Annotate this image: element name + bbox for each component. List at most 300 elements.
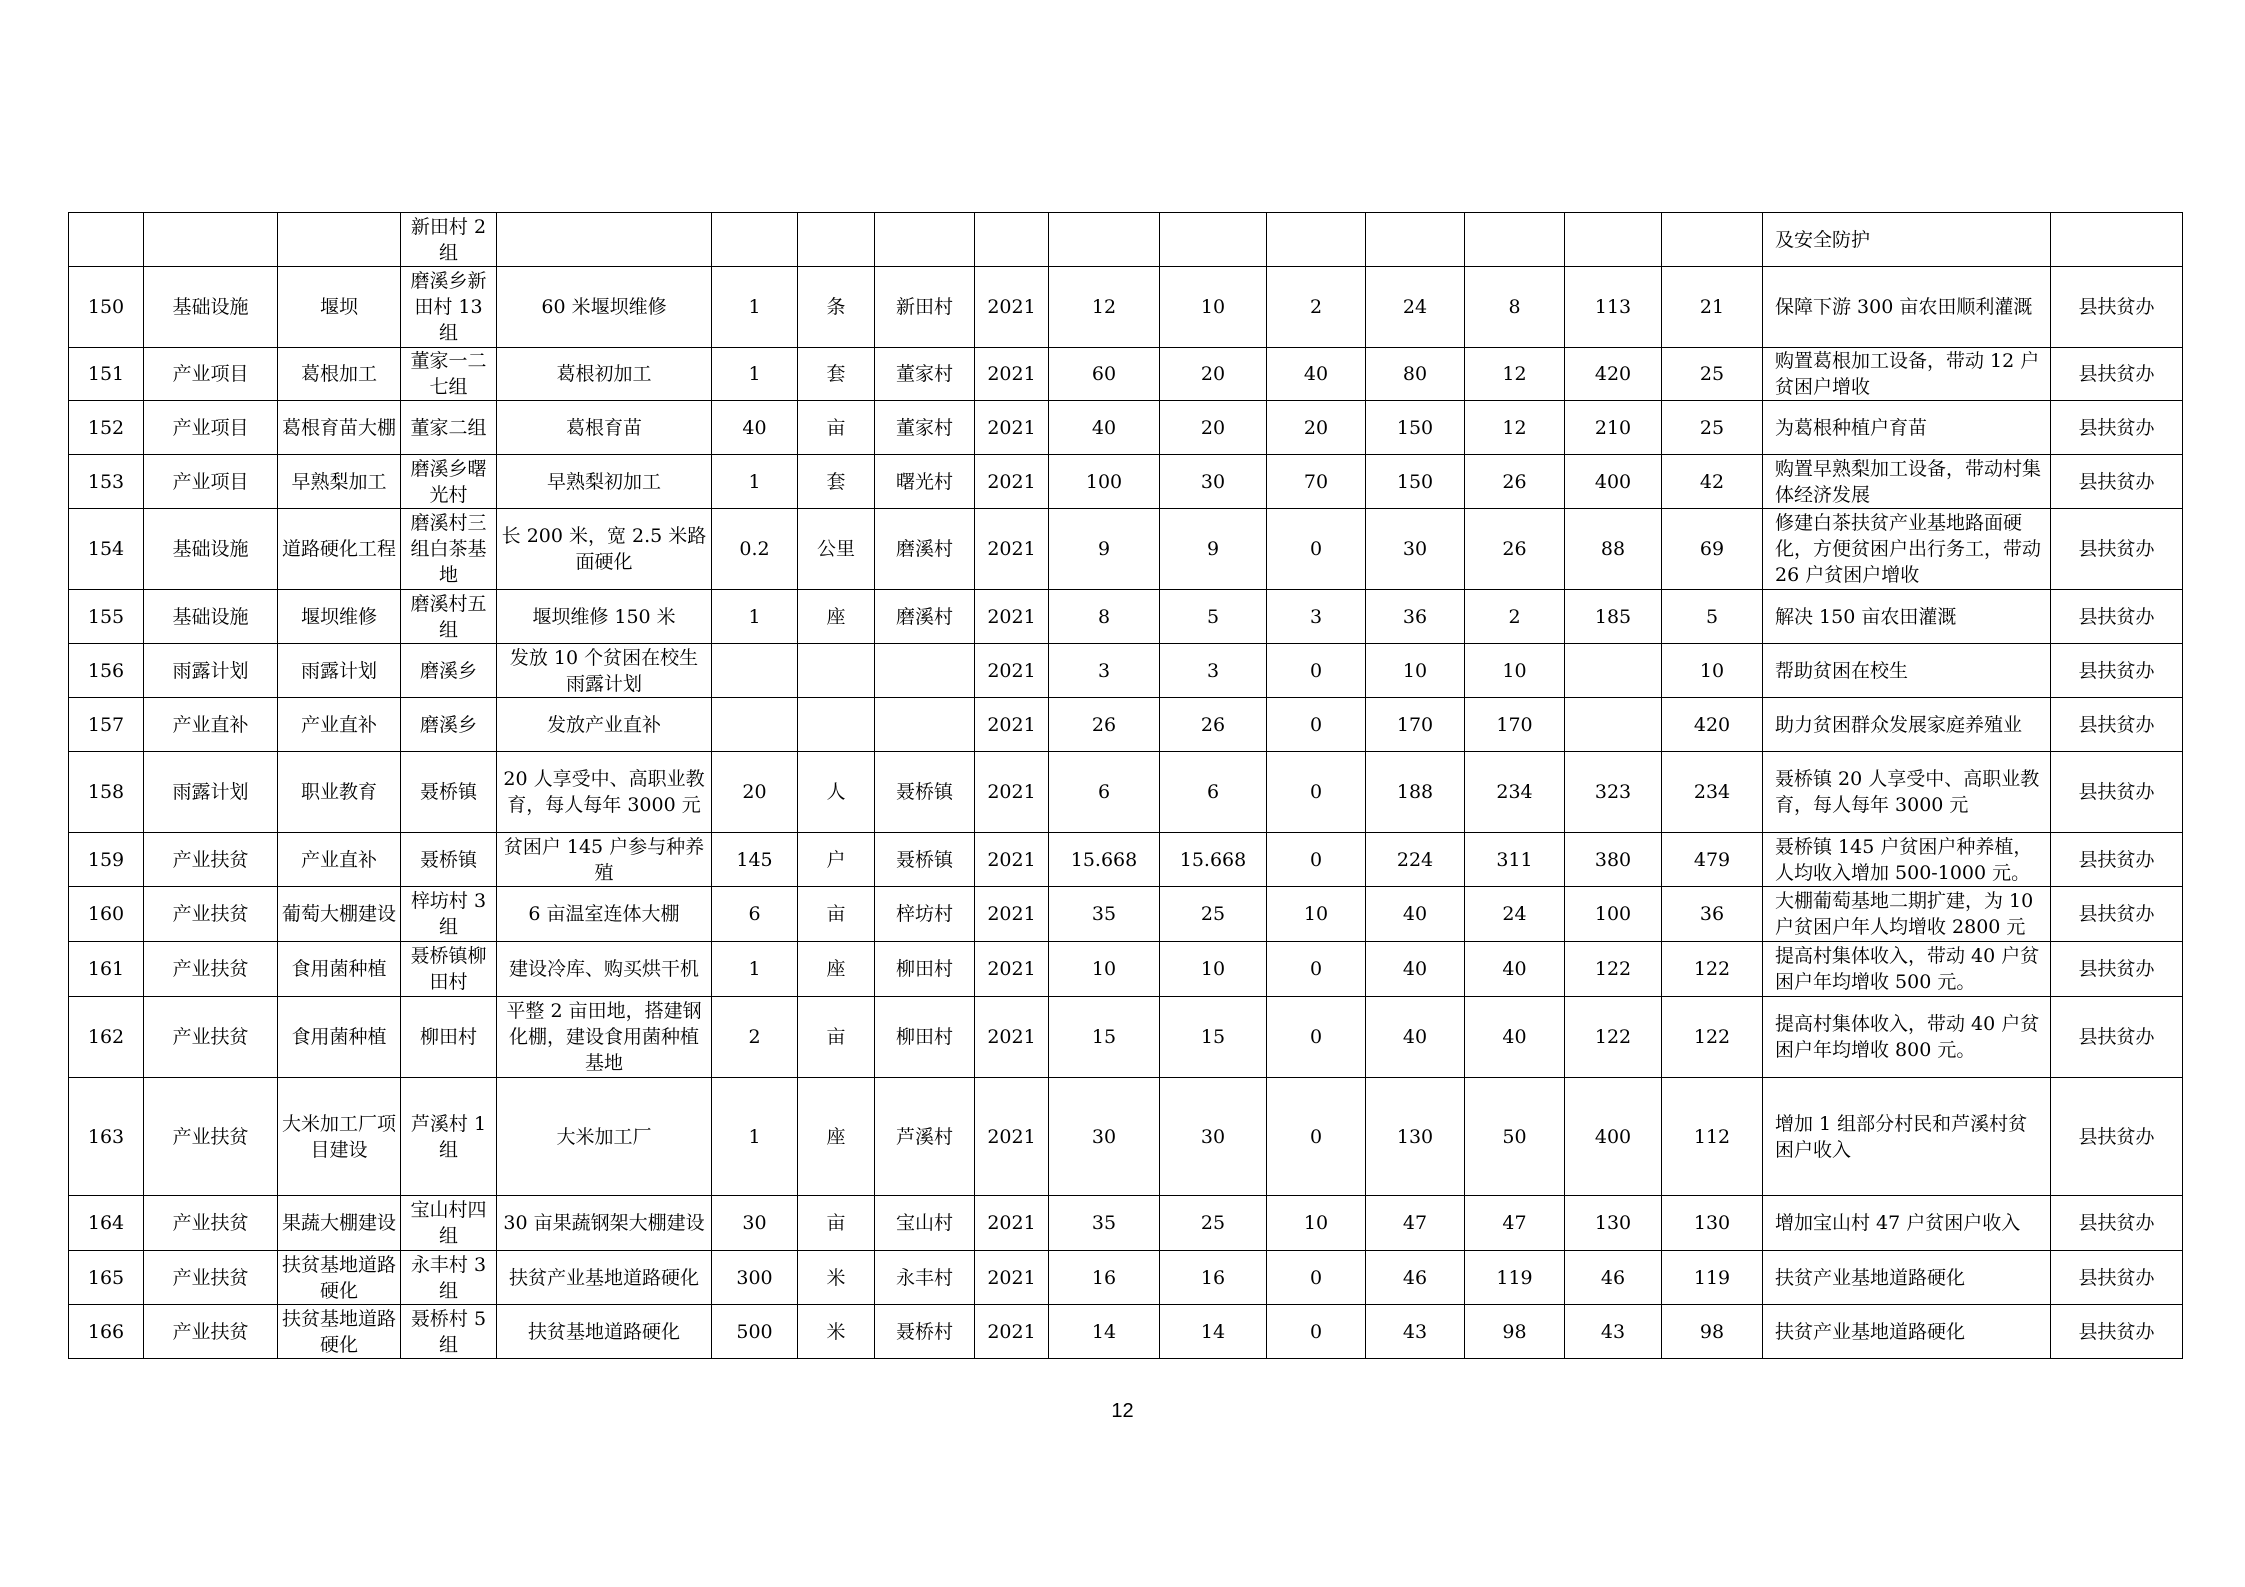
cell-year: 2021: [975, 644, 1049, 698]
table-row: [69, 698, 2183, 752]
table-row: [69, 1078, 2183, 1196]
cell-year: 2021: [975, 509, 1049, 590]
cell-responsible-unit: 县扶贫办: [2051, 509, 2183, 590]
cell-beneficiaries-a: 46: [1366, 1251, 1465, 1305]
cell-unit: 米: [798, 1305, 875, 1359]
cell-beneficiaries-c: 130: [1565, 1196, 1662, 1251]
cell-benefit-description: 提高村集体收入，带动 40 户贫困户年均增收 800 元。: [1763, 997, 2051, 1078]
cell-beneficiaries-a: 24: [1366, 267, 1465, 348]
cell-unit: 套: [798, 348, 875, 401]
cell-beneficiaries-a: 188: [1366, 752, 1465, 833]
cell-implementing-village: 梓坊村: [875, 887, 975, 942]
cell-scale: 1: [712, 267, 798, 348]
cell-category: 产业项目: [144, 455, 278, 509]
cell-fund-b: 0: [1267, 997, 1366, 1078]
cell-beneficiaries-b: 8: [1465, 267, 1565, 348]
cell-year: 2021: [975, 698, 1049, 752]
cell-fund-a: 30: [1160, 455, 1267, 509]
cell-construction-content: [497, 213, 712, 267]
cell-beneficiaries-d: 69: [1662, 509, 1763, 590]
cell-location: 磨溪乡曙光村: [401, 455, 497, 509]
cell-fund-a: 26: [1160, 698, 1267, 752]
cell-total-investment: 8: [1049, 590, 1160, 644]
cell-beneficiaries-d: 122: [1662, 997, 1763, 1078]
cell-construction-content: 发放产业直补: [497, 698, 712, 752]
cell-implementing-village: 芦溪村: [875, 1078, 975, 1196]
cell-scale: 1: [712, 942, 798, 997]
cell-fund-b: 0: [1267, 752, 1366, 833]
cell-location: 聂桥村 5 组: [401, 1305, 497, 1359]
cell-responsible-unit: 县扶贫办: [2051, 644, 2183, 698]
cell-beneficiaries-c: [1565, 698, 1662, 752]
cell-scale: 1: [712, 455, 798, 509]
cell-beneficiaries-c: 100: [1565, 887, 1662, 942]
cell-total-investment: 12: [1049, 267, 1160, 348]
cell-fund-a: 30: [1160, 1078, 1267, 1196]
cell-beneficiaries-c: 323: [1565, 752, 1662, 833]
cell-year: 2021: [975, 348, 1049, 401]
cell-construction-content: 堰坝维修 150 米: [497, 590, 712, 644]
cell-benefit-description: 扶贫产业基地道路硬化: [1763, 1251, 2051, 1305]
cell-fund-a: [1160, 213, 1267, 267]
cell-beneficiaries-b: 2: [1465, 590, 1565, 644]
cell-benefit-description: 保障下游 300 亩农田顺利灌溉: [1763, 267, 2051, 348]
table-row: [69, 644, 2183, 698]
cell-implementing-village: 董家村: [875, 401, 975, 455]
cell-construction-content: 大米加工厂: [497, 1078, 712, 1196]
table-row: [69, 267, 2183, 348]
cell-fund-b: 3: [1267, 590, 1366, 644]
cell-fund-b: 2: [1267, 267, 1366, 348]
cell-total-investment: 9: [1049, 509, 1160, 590]
cell-fund-b: 0: [1267, 833, 1366, 887]
cell-scale: 500: [712, 1305, 798, 1359]
cell-construction-content: 60 米堰坝维修: [497, 267, 712, 348]
cell-total-investment: 35: [1049, 887, 1160, 942]
cell-location: 柳田村: [401, 997, 497, 1078]
cell-category: 产业扶贫: [144, 1078, 278, 1196]
cell-beneficiaries-c: 380: [1565, 833, 1662, 887]
cell-beneficiaries-b: 24: [1465, 887, 1565, 942]
cell-year: 2021: [975, 942, 1049, 997]
cell-fund-a: 25: [1160, 887, 1267, 942]
cell-year: 2021: [975, 1196, 1049, 1251]
cell-implementing-village: 柳田村: [875, 997, 975, 1078]
cell-beneficiaries-a: 43: [1366, 1305, 1465, 1359]
cell-benefit-description: 扶贫产业基地道路硬化: [1763, 1305, 2051, 1359]
cell-scale: 6: [712, 887, 798, 942]
cell-unit: [798, 698, 875, 752]
cell-project-type: 葡萄大棚建设: [278, 887, 401, 942]
cell-category: 基础设施: [144, 590, 278, 644]
cell-total-investment: 26: [1049, 698, 1160, 752]
cell-beneficiaries-d: 25: [1662, 401, 1763, 455]
cell-construction-content: 早熟梨初加工: [497, 455, 712, 509]
cell-beneficiaries-c: 43: [1565, 1305, 1662, 1359]
cell-beneficiaries-a: 80: [1366, 348, 1465, 401]
cell-responsible-unit: 县扶贫办: [2051, 698, 2183, 752]
cell-implementing-village: 宝山村: [875, 1196, 975, 1251]
cell-beneficiaries-c: 122: [1565, 997, 1662, 1078]
cell-project-type: 产业直补: [278, 698, 401, 752]
cell-category: 产业扶贫: [144, 833, 278, 887]
cell-fund-a: 16: [1160, 1251, 1267, 1305]
cell-project-type: 食用菌种植: [278, 942, 401, 997]
cell-location: 聂桥镇柳田村: [401, 942, 497, 997]
cell-responsible-unit: 县扶贫办: [2051, 267, 2183, 348]
cell-beneficiaries-a: 40: [1366, 942, 1465, 997]
cell-responsible-unit: 县扶贫办: [2051, 887, 2183, 942]
cell-scale: [712, 698, 798, 752]
cell-unit: [798, 644, 875, 698]
cell-scale: [712, 213, 798, 267]
cell-project-type: 食用菌种植: [278, 997, 401, 1078]
table-row: [69, 455, 2183, 509]
cell-beneficiaries-b: 26: [1465, 509, 1565, 590]
cell-beneficiaries-b: 40: [1465, 997, 1565, 1078]
cell-category: 雨露计划: [144, 752, 278, 833]
cell-beneficiaries-c: 400: [1565, 455, 1662, 509]
cell-responsible-unit: 县扶贫办: [2051, 401, 2183, 455]
cell-beneficiaries-d: 420: [1662, 698, 1763, 752]
table-row: [69, 833, 2183, 887]
cell-beneficiaries-c: [1565, 644, 1662, 698]
cell-implementing-village: 曙光村: [875, 455, 975, 509]
cell-category: 产业扶贫: [144, 997, 278, 1078]
cell-row-number: 156: [69, 644, 144, 698]
cell-fund-a: 10: [1160, 942, 1267, 997]
cell-beneficiaries-a: 10: [1366, 644, 1465, 698]
cell-project-type: [278, 213, 401, 267]
cell-location: 梓坊村 3 组: [401, 887, 497, 942]
cell-project-type: 扶贫基地道路硬化: [278, 1305, 401, 1359]
cell-location: 磨溪乡新田村 13 组: [401, 267, 497, 348]
cell-row-number: 157: [69, 698, 144, 752]
cell-responsible-unit: 县扶贫办: [2051, 752, 2183, 833]
cell-project-type: 葛根育苗大棚: [278, 401, 401, 455]
cell-fund-b: 0: [1267, 509, 1366, 590]
cell-fund-b: 70: [1267, 455, 1366, 509]
table-row: [69, 213, 2183, 267]
table-row: [69, 401, 2183, 455]
cell-category: 产业项目: [144, 401, 278, 455]
cell-unit: 座: [798, 1078, 875, 1196]
cell-beneficiaries-d: 112: [1662, 1078, 1763, 1196]
cell-benefit-description: 为葛根种植户育苗: [1763, 401, 2051, 455]
cell-implementing-village: 磨溪村: [875, 509, 975, 590]
cell-benefit-description: 购置早熟梨加工设备，带动村集体经济发展: [1763, 455, 2051, 509]
cell-scale: 2: [712, 997, 798, 1078]
cell-row-number: 160: [69, 887, 144, 942]
cell-category: 产业扶贫: [144, 887, 278, 942]
cell-unit: 条: [798, 267, 875, 348]
cell-row-number: 159: [69, 833, 144, 887]
cell-total-investment: [1049, 213, 1160, 267]
cell-benefit-description: 增加宝山村 47 户贫困户收入: [1763, 1196, 2051, 1251]
cell-row-number: 163: [69, 1078, 144, 1196]
cell-beneficiaries-a: 170: [1366, 698, 1465, 752]
cell-construction-content: 建设冷库、购买烘干机: [497, 942, 712, 997]
cell-beneficiaries-c: 400: [1565, 1078, 1662, 1196]
cell-fund-a: 10: [1160, 267, 1267, 348]
cell-implementing-village: 聂桥村: [875, 1305, 975, 1359]
cell-implementing-village: 聂桥镇: [875, 833, 975, 887]
table-row: [69, 942, 2183, 997]
cell-beneficiaries-c: [1565, 213, 1662, 267]
cell-unit: 亩: [798, 1196, 875, 1251]
cell-scale: 20: [712, 752, 798, 833]
cell-fund-b: 0: [1267, 698, 1366, 752]
cell-location: 聂桥镇: [401, 752, 497, 833]
cell-benefit-description: 修建白茶扶贫产业基地路面硬化，方便贫困户出行务工，带动 26 户贫困户增收: [1763, 509, 2051, 590]
cell-fund-b: 0: [1267, 644, 1366, 698]
cell-scale: 0.2: [712, 509, 798, 590]
table-row: [69, 509, 2183, 590]
cell-unit: 人: [798, 752, 875, 833]
cell-construction-content: 扶贫产业基地道路硬化: [497, 1251, 712, 1305]
cell-construction-content: 发放 10 个贫困在校生雨露计划: [497, 644, 712, 698]
cell-fund-b: 0: [1267, 1305, 1366, 1359]
cell-row-number: 165: [69, 1251, 144, 1305]
cell-row-number: 166: [69, 1305, 144, 1359]
cell-total-investment: 15.668: [1049, 833, 1160, 887]
cell-year: 2021: [975, 590, 1049, 644]
cell-fund-a: 20: [1160, 348, 1267, 401]
cell-location: 磨溪乡: [401, 698, 497, 752]
cell-beneficiaries-d: 42: [1662, 455, 1763, 509]
cell-unit: [798, 213, 875, 267]
cell-beneficiaries-a: 30: [1366, 509, 1465, 590]
cell-project-type: 堰坝: [278, 267, 401, 348]
cell-fund-a: 3: [1160, 644, 1267, 698]
cell-responsible-unit: 县扶贫办: [2051, 455, 2183, 509]
cell-year: 2021: [975, 455, 1049, 509]
table-row: [69, 1196, 2183, 1251]
cell-scale: 40: [712, 401, 798, 455]
cell-implementing-village: 柳田村: [875, 942, 975, 997]
cell-year: 2021: [975, 1305, 1049, 1359]
cell-beneficiaries-b: [1465, 213, 1565, 267]
cell-beneficiaries-d: 122: [1662, 942, 1763, 997]
cell-total-investment: 30: [1049, 1078, 1160, 1196]
cell-beneficiaries-b: 311: [1465, 833, 1565, 887]
cell-beneficiaries-b: 50: [1465, 1078, 1565, 1196]
cell-category: 产业扶贫: [144, 1251, 278, 1305]
cell-row-number: 153: [69, 455, 144, 509]
cell-unit: 米: [798, 1251, 875, 1305]
cell-benefit-description: 购置葛根加工设备，带动 12 户贫困户增收: [1763, 348, 2051, 401]
cell-beneficiaries-c: 420: [1565, 348, 1662, 401]
cell-beneficiaries-a: 150: [1366, 455, 1465, 509]
cell-fund-a: 25: [1160, 1196, 1267, 1251]
cell-beneficiaries-b: 119: [1465, 1251, 1565, 1305]
cell-beneficiaries-c: 122: [1565, 942, 1662, 997]
cell-benefit-description: 提高村集体收入，带动 40 户贫困户年均增收 500 元。: [1763, 942, 2051, 997]
cell-scale: 145: [712, 833, 798, 887]
cell-implementing-village: 磨溪村: [875, 590, 975, 644]
cell-fund-b: 0: [1267, 942, 1366, 997]
cell-fund-a: 9: [1160, 509, 1267, 590]
cell-year: 2021: [975, 752, 1049, 833]
cell-construction-content: 20 人享受中、高职业教育，每人每年 3000 元: [497, 752, 712, 833]
cell-category: 基础设施: [144, 509, 278, 590]
cell-fund-b: 0: [1267, 1251, 1366, 1305]
cell-fund-a: 6: [1160, 752, 1267, 833]
cell-row-number: 150: [69, 267, 144, 348]
cell-category: 基础设施: [144, 267, 278, 348]
cell-fund-b: 10: [1267, 1196, 1366, 1251]
cell-row-number: 152: [69, 401, 144, 455]
cell-construction-content: 平整 2 亩田地，搭建钢化棚，建设食用菌种植基地: [497, 997, 712, 1078]
cell-location: 聂桥镇: [401, 833, 497, 887]
cell-scale: 300: [712, 1251, 798, 1305]
cell-fund-b: [1267, 213, 1366, 267]
page-number: 12: [1111, 1400, 1134, 1422]
cell-beneficiaries-a: 40: [1366, 887, 1465, 942]
cell-beneficiaries-a: 224: [1366, 833, 1465, 887]
cell-total-investment: 40: [1049, 401, 1160, 455]
cell-responsible-unit: 县扶贫办: [2051, 942, 2183, 997]
cell-beneficiaries-b: 26: [1465, 455, 1565, 509]
cell-implementing-village: [875, 644, 975, 698]
cell-location: 董家二组: [401, 401, 497, 455]
cell-fund-a: 15: [1160, 997, 1267, 1078]
cell-beneficiaries-a: 47: [1366, 1196, 1465, 1251]
cell-total-investment: 10: [1049, 942, 1160, 997]
table-row: [69, 752, 2183, 833]
cell-fund-b: 40: [1267, 348, 1366, 401]
cell-year: 2021: [975, 1251, 1049, 1305]
cell-location: 董家一二七组: [401, 348, 497, 401]
table-row: [69, 1251, 2183, 1305]
cell-responsible-unit: 县扶贫办: [2051, 1196, 2183, 1251]
cell-beneficiaries-d: 234: [1662, 752, 1763, 833]
table-row: [69, 590, 2183, 644]
cell-year: 2021: [975, 401, 1049, 455]
cell-beneficiaries-d: 36: [1662, 887, 1763, 942]
cell-fund-b: 0: [1267, 1078, 1366, 1196]
cell-category: [144, 213, 278, 267]
cell-construction-content: 扶贫基地道路硬化: [497, 1305, 712, 1359]
cell-year: 2021: [975, 887, 1049, 942]
table-row: [69, 1305, 2183, 1359]
cell-implementing-village: [875, 698, 975, 752]
cell-implementing-village: [875, 213, 975, 267]
cell-year: [975, 213, 1049, 267]
cell-beneficiaries-d: [1662, 213, 1763, 267]
cell-construction-content: 长 200 米，宽 2.5 米路面硬化: [497, 509, 712, 590]
cell-row-number: 155: [69, 590, 144, 644]
cell-project-type: 大米加工厂项目建设: [278, 1078, 401, 1196]
table-row: [69, 887, 2183, 942]
cell-implementing-village: 聂桥镇: [875, 752, 975, 833]
cell-project-type: 道路硬化工程: [278, 509, 401, 590]
cell-unit: 亩: [798, 887, 875, 942]
cell-scale: 1: [712, 590, 798, 644]
cell-construction-content: 30 亩果蔬钢架大棚建设: [497, 1196, 712, 1251]
cell-year: 2021: [975, 1078, 1049, 1196]
cell-benefit-description: 大棚葡萄基地二期扩建，为 10 户贫困户年人均增收 2800 元: [1763, 887, 2051, 942]
cell-beneficiaries-b: 47: [1465, 1196, 1565, 1251]
cell-beneficiaries-d: 25: [1662, 348, 1763, 401]
table-row: [69, 348, 2183, 401]
cell-beneficiaries-c: 113: [1565, 267, 1662, 348]
cell-location: 磨溪村五组: [401, 590, 497, 644]
cell-responsible-unit: 县扶贫办: [2051, 997, 2183, 1078]
cell-responsible-unit: 县扶贫办: [2051, 348, 2183, 401]
cell-beneficiaries-a: 130: [1366, 1078, 1465, 1196]
cell-beneficiaries-a: 40: [1366, 997, 1465, 1078]
cell-fund-a: 5: [1160, 590, 1267, 644]
cell-beneficiaries-b: 12: [1465, 401, 1565, 455]
cell-row-number: [69, 213, 144, 267]
cell-scale: [712, 644, 798, 698]
cell-fund-b: 20: [1267, 401, 1366, 455]
cell-fund-a: 20: [1160, 401, 1267, 455]
cell-year: 2021: [975, 833, 1049, 887]
cell-year: 2021: [975, 997, 1049, 1078]
cell-benefit-description: 增加 1 组部分村民和芦溪村贫困户收入: [1763, 1078, 2051, 1196]
cell-unit: 户: [798, 833, 875, 887]
cell-total-investment: 60: [1049, 348, 1160, 401]
cell-beneficiaries-a: 36: [1366, 590, 1465, 644]
cell-benefit-description: 解决 150 亩农田灌溉: [1763, 590, 2051, 644]
cell-location: 宝山村四组: [401, 1196, 497, 1251]
cell-beneficiaries-a: 150: [1366, 401, 1465, 455]
cell-beneficiaries-b: 170: [1465, 698, 1565, 752]
cell-total-investment: 14: [1049, 1305, 1160, 1359]
cell-beneficiaries-c: 210: [1565, 401, 1662, 455]
cell-category: 产业项目: [144, 348, 278, 401]
cell-beneficiaries-a: [1366, 213, 1465, 267]
cell-row-number: 161: [69, 942, 144, 997]
cell-project-type: 扶贫基地道路硬化: [278, 1251, 401, 1305]
cell-implementing-village: 新田村: [875, 267, 975, 348]
cell-total-investment: 6: [1049, 752, 1160, 833]
cell-beneficiaries-b: 234: [1465, 752, 1565, 833]
cell-category: 产业扶贫: [144, 942, 278, 997]
cell-project-type: 职业教育: [278, 752, 401, 833]
cell-beneficiaries-d: 98: [1662, 1305, 1763, 1359]
cell-benefit-description: 及安全防护: [1763, 213, 2051, 267]
cell-fund-a: 15.668: [1160, 833, 1267, 887]
cell-location: 芦溪村 1 组: [401, 1078, 497, 1196]
cell-total-investment: 35: [1049, 1196, 1160, 1251]
cell-beneficiaries-c: 46: [1565, 1251, 1662, 1305]
cell-unit: 亩: [798, 997, 875, 1078]
cell-project-type: 产业直补: [278, 833, 401, 887]
cell-construction-content: 葛根初加工: [497, 348, 712, 401]
cell-benefit-description: 聂桥镇 145 户贫困户种养植，人均收入增加 500-1000 元。: [1763, 833, 2051, 887]
cell-scale: 1: [712, 1078, 798, 1196]
cell-project-type: 果蔬大棚建设: [278, 1196, 401, 1251]
cell-category: 产业扶贫: [144, 1196, 278, 1251]
cell-responsible-unit: 县扶贫办: [2051, 1078, 2183, 1196]
cell-beneficiaries-c: 88: [1565, 509, 1662, 590]
cell-beneficiaries-d: 479: [1662, 833, 1763, 887]
cell-beneficiaries-b: 40: [1465, 942, 1565, 997]
cell-benefit-description: 聂桥镇 20 人享受中、高职业教育，每人每年 3000 元: [1763, 752, 2051, 833]
cell-beneficiaries-c: 185: [1565, 590, 1662, 644]
cell-category: 产业扶贫: [144, 1305, 278, 1359]
cell-unit: 套: [798, 455, 875, 509]
cell-benefit-description: 助力贫困群众发展家庭养殖业: [1763, 698, 2051, 752]
cell-responsible-unit: 县扶贫办: [2051, 1305, 2183, 1359]
cell-location: 永丰村 3 组: [401, 1251, 497, 1305]
cell-total-investment: 15: [1049, 997, 1160, 1078]
cell-unit: 亩: [798, 401, 875, 455]
cell-responsible-unit: [2051, 213, 2183, 267]
